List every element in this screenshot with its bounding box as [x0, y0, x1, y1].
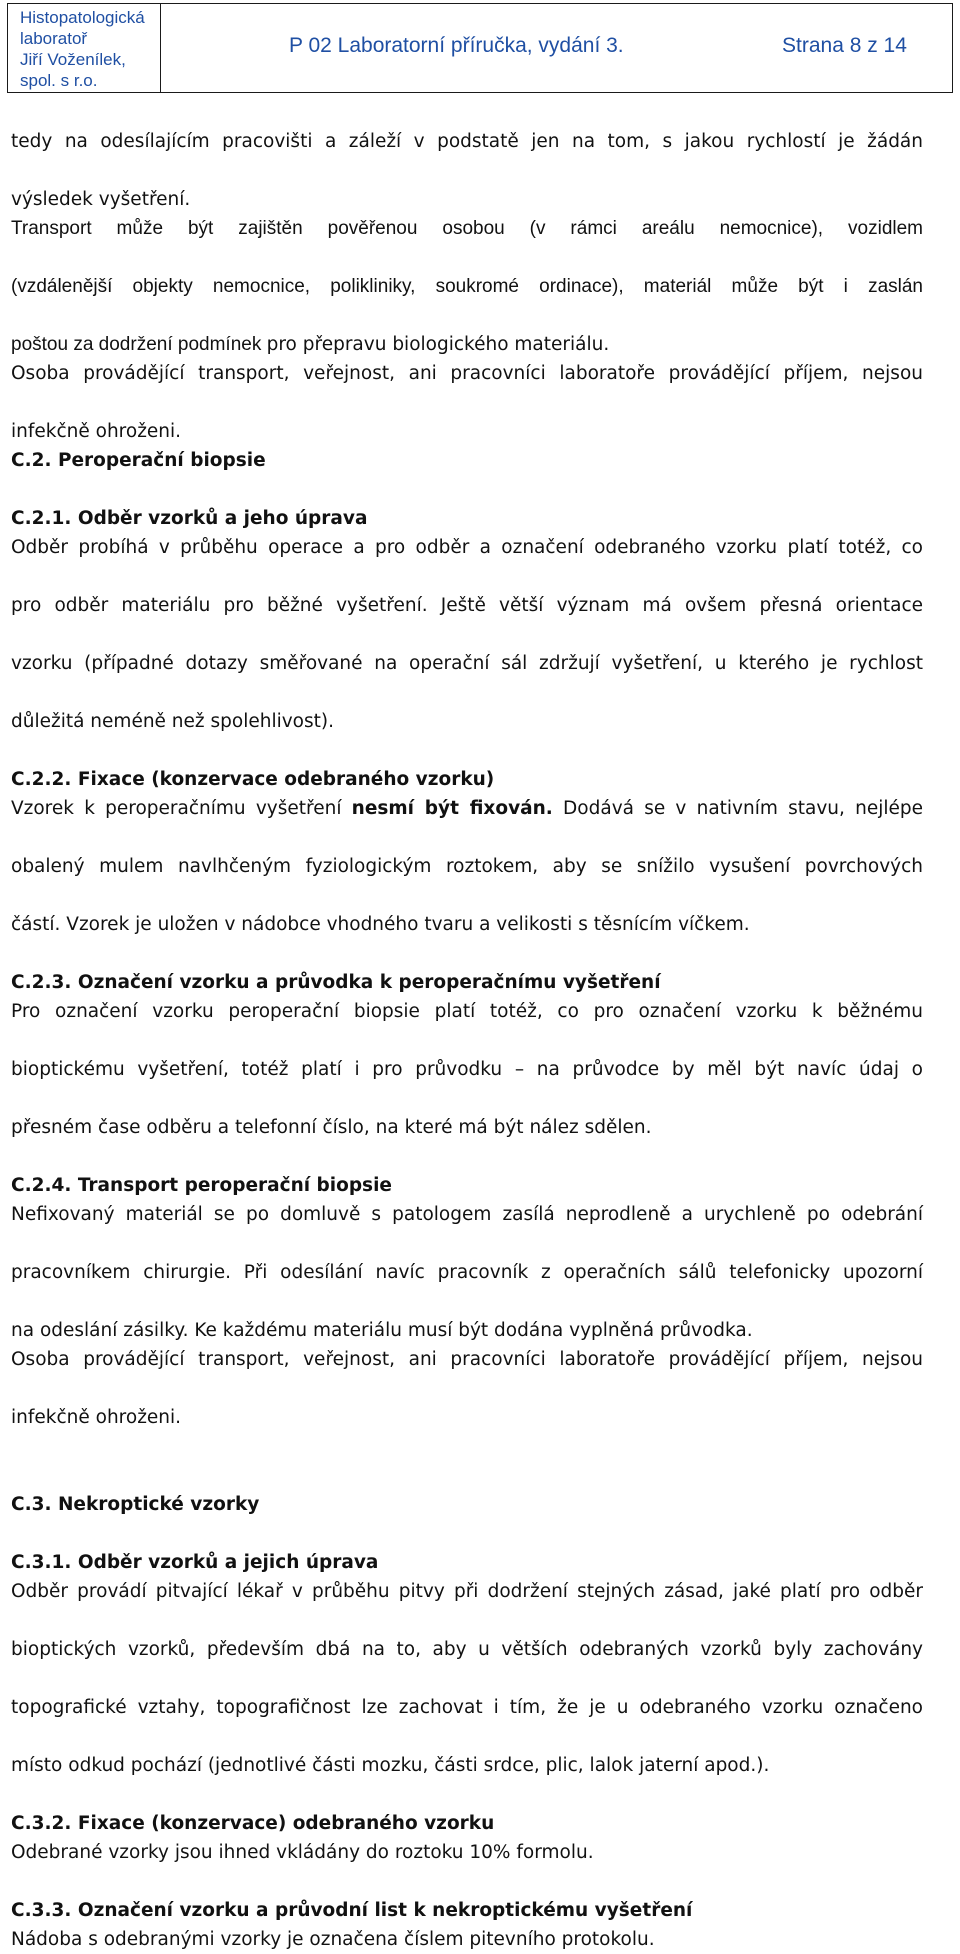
paragraph-line: pro odběr materiálu pro běžné vyšetření. Ještě větší význam má ovšem přesná orientace: [11, 595, 923, 616]
paragraph-line: Osoba provádějící transport, veřejnost, ani pracovníci laboratoře provádějící příjem, nejsou: [11, 363, 923, 384]
section-heading: C.3.2. Fixace (konzervace) odebraného vzorku: [11, 1813, 495, 1834]
paragraph-line: [11, 794, 923, 852]
paragraph-line: místo odkud pochází (jednotlivé části mozku, části srdce, plic, lalok jaterní apod.).: [11, 1755, 770, 1776]
lab-name: [8, 4, 161, 92]
paragraph-line: částí. Vzorek je uložen v nádobce vhodného tvaru a velikosti s těsnícím víčkem.: [11, 914, 750, 935]
section-heading: C.3. Nekroptické vzorky: [11, 1494, 260, 1515]
paragraph-line: Nefixovaný materiál se po domluvě s patologem zasílá neprodleně a urychleně po odebrání: [11, 1204, 923, 1225]
paragraph-line: bioptickému vyšetření, totéž platí i pro průvodku – na průvodce by měl být navíc údaj o: [11, 1059, 923, 1080]
lab-name-line: spol. s r.o.: [20, 71, 98, 90]
paragraph-line: topografické vztahy, topografičnost lze zachovat i tím, že je u odebraného vzorku označeno: [11, 1697, 923, 1718]
paragraph-line: Osoba provádějící transport, veřejnost, ani pracovníci laboratoře provádějící příjem, nejsou: [11, 1349, 923, 1370]
paragraph-line: bioptických vzorků, především dbá na to, aby u větších odebraných vzorků byly zachovány: [11, 1639, 923, 1660]
lab-name-line: Histopatologická: [20, 8, 145, 27]
paragraph-line: pracovníkem chirurgie. Při odesílání navíc pracovník z operačních sálů telefonicky upozorní: [11, 1262, 923, 1283]
paragraph-line: výsledek vyšetření.: [11, 189, 191, 210]
paragraph-line: infekčně ohroženi.: [11, 1407, 182, 1428]
text-span: Vzorek k peroperačnímu vyšetření: [11, 798, 352, 819]
paragraph-line: přesném čase odběru a telefonní číslo, na které má být nález sdělen.: [11, 1117, 652, 1138]
paragraph-line: důležitá neméně než spolehlivost).: [11, 711, 334, 732]
text-span: poštou za dodržení podmínek: [11, 334, 267, 355]
document-body: [11, 127, 923, 1954]
paragraph-line: Pro označení vzorku peroperační biopsie platí totéž, co pro označení vzorku k běžnému: [11, 1001, 923, 1022]
lab-name-line: laboratoř: [20, 29, 88, 48]
lab-name-line: Jiří Voženílek,: [20, 50, 126, 69]
section-heading: C.2.4. Transport peroperační biopsie: [11, 1175, 392, 1196]
paragraph-line: vzorku (případné dotazy směřované na operační sál zdržují vyšetření, u kterého je rychlost: [11, 653, 923, 674]
emphasis-text: nesmí být fixován.: [351, 798, 553, 819]
paragraph-line: tedy na odesílajícím pracovišti a záleží v podstatě jen na tom, s jakou rychlostí je žádán: [11, 131, 923, 152]
paragraph-line: obalený mulem navlhčeným fyziologickým roztokem, aby se snížilo vysušení povrchových: [11, 856, 923, 877]
paragraph-line: Odběr probíhá v průběhu operace a pro odběr a označení odebraného vzorku platí totéž, co: [11, 537, 923, 558]
section-heading: C.2. Peroperační biopsie: [11, 450, 266, 471]
text-span: pro přepravu biologického materiálu.: [266, 334, 610, 355]
section-heading: C.3.1. Odběr vzorků a jejich úprava: [11, 1552, 379, 1573]
paragraph-line: na odeslání zásilky. Ke každému materiálu musí být dodána vyplněná průvodka.: [11, 1320, 753, 1341]
section-heading: C.2.2. Fixace (konzervace odebraného vzorku): [11, 769, 495, 790]
paragraph-line: Nádoba s odebranými vzorky je označena číslem pitevního protokolu.: [11, 1929, 655, 1950]
paragraph-line: (vzdálenější objekty nemocnice, polikliniky, soukromé ordinace), materiál může být i zaslán: [11, 276, 923, 297]
paragraph-line: infekčně ohroženi.: [11, 421, 182, 442]
section-heading: C.2.1. Odběr vzorků a jeho úprava: [11, 508, 368, 529]
page-header: [7, 3, 953, 93]
section-heading: C.3.3. Označení vzorku a průvodní list k nekroptickému vyšetření: [11, 1900, 693, 1921]
paragraph-line: Odběr provádí pitvající lékař v průběhu pitvy při dodržení stejných zásad, jaké platí pro odběr: [11, 1581, 923, 1602]
paragraph-line: Transport může být zajištěn pověřenou osobou (v rámci areálu nemocnice), vozidlem: [11, 218, 923, 239]
section-heading: C.2.3. Označení vzorku a průvodka k peroperačnímu vyšetření: [11, 972, 661, 993]
page-number: Strana 8 z 14: [782, 34, 907, 57]
text-span: Dodává se v nativním stavu, nejlépe: [552, 798, 923, 819]
paragraph-line: Odebrané vzorky jsou ihned vkládány do roztoku 10% formolu.: [11, 1842, 594, 1863]
document-title: P 02 Laboratorní příručka, vydání 3.: [289, 34, 624, 57]
paragraph-line: [11, 330, 923, 359]
